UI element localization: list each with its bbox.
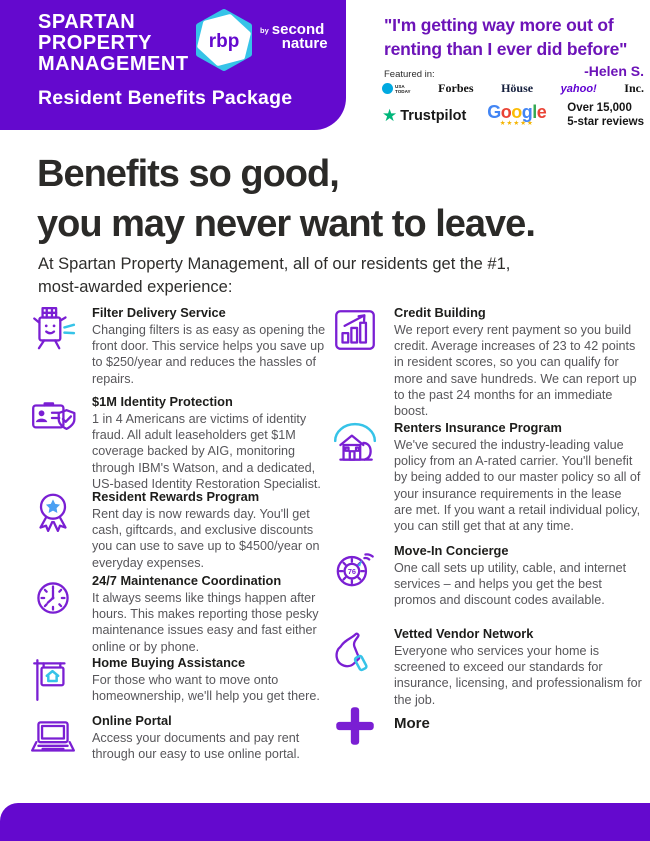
- more-label: More: [394, 715, 430, 732]
- thumbs-up-phone-icon: [330, 626, 380, 676]
- benefit-identity-protection: [28, 394, 336, 492]
- benefit-title: Online Portal: [92, 713, 172, 728]
- benefit-body: Changing filters is as easy as opening the front door. This service helps you save up to $250/year and reduces the hassles of repairs.: [92, 323, 326, 386]
- footer-bar: [0, 803, 650, 841]
- benefit-title: Credit Building: [394, 305, 486, 320]
- house-sign-icon: [28, 655, 78, 705]
- trustpilot-star-icon: ★: [382, 106, 398, 125]
- package-title: Resident Benefits Package: [38, 87, 293, 109]
- company-name-line: SPARTAN: [38, 11, 136, 33]
- testimonial-quote: "I'm getting way more out of renting than I ever did before": [384, 15, 628, 59]
- google-letter: o: [511, 102, 522, 122]
- subheadline-line: most-awarded experience:: [38, 277, 233, 296]
- clock-icon: [28, 573, 78, 623]
- review-summary-line: 5-star reviews: [567, 115, 644, 128]
- benefit-resident-rewards: [28, 489, 336, 571]
- brand-line: nature: [281, 35, 328, 52]
- subheadline: [38, 253, 510, 298]
- google-letter: G: [487, 102, 501, 122]
- benefit-title: Filter Delivery Service: [92, 305, 226, 320]
- bar-chart-growth-icon: [330, 305, 380, 355]
- benefit-move-in-concierge: [330, 543, 642, 609]
- usa-today-text: TODAY: [395, 88, 411, 94]
- google-logo: [487, 104, 546, 127]
- thermostat-dial-icon: [330, 543, 380, 593]
- headline-line: you may never want to leave.: [37, 203, 535, 245]
- benefit-vetted-vendors: [330, 626, 642, 708]
- google-stars-icon: ★★★★★: [499, 120, 534, 127]
- subheadline-line: At Spartan Property Management, all of our residents get the #1,: [38, 255, 511, 273]
- benefit-title: $1M Identity Protection: [92, 394, 233, 409]
- benefit-renters-insurance: [330, 420, 642, 534]
- rbp-hexagon-badge-icon: [192, 8, 256, 72]
- award-medal-icon: [28, 489, 78, 539]
- plus-icon: [330, 701, 380, 751]
- benefit-maintenance: [28, 573, 336, 655]
- benefit-home-buying: [28, 655, 336, 705]
- company-name-line: MANAGEMENT: [38, 53, 189, 75]
- benefit-credit-building: [330, 305, 642, 419]
- benefit-title: Resident Rewards Program: [92, 489, 260, 504]
- benefit-title: 24/7 Maintenance Coordination: [92, 573, 282, 588]
- by-word: by: [260, 26, 269, 35]
- press-logo-row: [382, 81, 644, 96]
- usa-today-text: USA: [395, 83, 405, 89]
- second-nature-brand: [260, 23, 328, 51]
- benefit-body: It always seems like things happen after hours. This makes reporting those pesky maintenance issues easy and fast either online or by phone.: [92, 591, 319, 654]
- page-title: [37, 149, 535, 249]
- trustpilot-logo: [382, 107, 466, 124]
- header: [0, 0, 346, 130]
- rbp-badge-text: rbp: [208, 31, 240, 52]
- benefit-title: Renters Insurance Program: [394, 420, 562, 435]
- benefit-body: Rent day is now rewards day. You'll get cash, giftcards, and exclusive discounts you can use to save up to $4500/year on everyday expenses.: [92, 507, 320, 570]
- insured-house-icon: [330, 420, 380, 470]
- benefit-title: Move-In Concierge: [394, 543, 509, 558]
- inc-logo: Inc.: [624, 81, 644, 95]
- house-beautiful-logo: Höuse: [501, 81, 534, 95]
- review-summary: [567, 102, 644, 129]
- filter-box-icon: [28, 305, 78, 355]
- google-letter: l: [532, 102, 537, 122]
- benefit-online-portal: [28, 713, 336, 763]
- testimonial-attribution: -Helen S.: [584, 63, 644, 79]
- svg-text:76: 76: [347, 566, 356, 576]
- reviews-row: [382, 102, 644, 129]
- benefit-body: 1 in 4 Americans are victims of identity fraud. All adult leaseholders get $1M coverage backed by AIG, monitoring through IBM's Watson, and a dedicated, US-based Identity Restoration Specialist.: [92, 412, 321, 491]
- usa-today-logo: [382, 83, 411, 94]
- usa-today-dot-icon: [382, 83, 393, 94]
- benefit-body: For those who want to move onto homeownership, we'll help you get there.: [92, 673, 320, 704]
- benefit-filter-delivery: [28, 305, 336, 387]
- brand-line: second: [271, 21, 325, 38]
- featured-in-label: Featured in:: [384, 69, 435, 80]
- google-letter: o: [500, 102, 512, 122]
- yahoo-logo: yahoo!: [560, 82, 597, 95]
- benefit-body: Everyone who services your home is screened to exceed our standards for insurance, licensing, and professionalism for the job.: [394, 644, 642, 707]
- benefit-body: One call sets up utility, cable, and internet services – and helps you get the best promos and discount codes available.: [394, 561, 627, 608]
- company-name: [38, 12, 189, 75]
- google-letter: e: [536, 102, 547, 122]
- id-card-shield-icon: [28, 394, 78, 444]
- benefit-body: Access your documents and pay rent through our easy to use online portal.: [92, 731, 300, 762]
- review-summary-line: Over 15,000: [567, 102, 632, 114]
- headline-line: Benefits so good,: [37, 153, 339, 195]
- benefit-more: [330, 701, 642, 751]
- forbes-logo: Forbes: [438, 81, 474, 95]
- company-name-line: PROPERTY: [38, 32, 153, 54]
- benefit-body: We've secured the industry-leading value policy from an A-rated carrier. You'll benefit by being added to our master policy so all of your insurance requirements in the lease are met. If you want a retail individual policy, you can still get that at any time.: [394, 438, 641, 534]
- benefit-body: We report every rent payment so you build credit. Average increases of 23 to 42 points in resident scores, so you can qualify for more and save hundreds. We can report up to the past 24 months for an immediate boost.: [394, 323, 637, 419]
- benefit-title: Vetted Vendor Network: [394, 626, 534, 641]
- benefit-title: Home Buying Assistance: [92, 655, 246, 670]
- trustpilot-label: Trustpilot: [400, 107, 467, 124]
- google-letter: g: [521, 102, 533, 122]
- laptop-icon: [28, 713, 78, 763]
